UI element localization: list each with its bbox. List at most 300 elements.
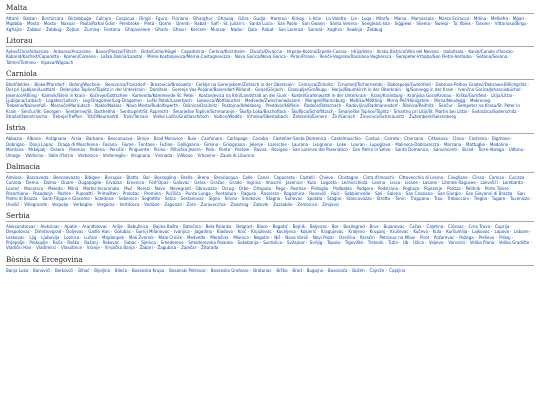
place-link[interactable]: Literale Ragusee <box>441 180 476 186</box>
place-link[interactable]: Lajkovac <box>472 229 490 235</box>
place-link[interactable]: Čajetina <box>426 223 444 229</box>
place-link[interactable]: San Ġwann <box>302 21 326 27</box>
place-link[interactable]: Brevilacqua <box>214 174 238 180</box>
place-link[interactable]: Qala <box>247 26 258 32</box>
place-link[interactable]: Log-Dragomer/Log-Dragomer <box>82 98 143 104</box>
place-link[interactable]: Metlika/Möttling <box>349 98 383 104</box>
place-link[interactable]: Perušić <box>109 147 124 153</box>
place-link[interactable]: Capocesto <box>273 174 295 180</box>
place-link[interactable]: Knjaževac <box>251 229 272 235</box>
place-link[interactable]: Chistagne <box>338 174 359 180</box>
place-link[interactable]: Cospicua <box>116 16 135 21</box>
place-link[interactable]: Lupoglava <box>369 141 391 147</box>
place-link[interactable]: Calcara <box>95 16 112 21</box>
place-link[interactable]: Caroiba <box>252 136 268 142</box>
place-link[interactable]: Piran/Pirano <box>290 54 315 60</box>
place-link[interactable]: Zazzabile <box>273 201 293 207</box>
place-link[interactable]: Ruić <box>331 190 340 196</box>
place-link[interactable]: Šenčur <box>438 103 453 109</box>
place-link[interactable]: Barbana <box>86 136 104 142</box>
place-link[interactable]: Xagħra <box>327 26 342 32</box>
place-link[interactable]: Mellieħa <box>490 16 508 21</box>
place-link[interactable]: Castelli <box>299 174 315 180</box>
place-link[interactable]: Sjenica <box>141 239 156 245</box>
place-link[interactable]: Sodražica/Soderschitz <box>471 108 517 114</box>
place-link[interactable]: Posorhiane <box>6 190 29 196</box>
place-link[interactable]: Calle <box>242 174 253 180</box>
place-link[interactable]: Gračac <box>210 180 225 186</box>
place-link[interactable]: San Giovanni di Brazza <box>465 190 513 196</box>
place-link[interactable]: Jelenje <box>249 141 264 147</box>
place-link[interactable]: Gornji Milanovac <box>135 229 170 235</box>
place-link[interactable]: Obrovazzo <box>195 185 217 191</box>
place-link[interactable]: Żebbuġ <box>366 26 383 32</box>
place-link[interactable]: Macarsca <box>24 185 44 191</box>
place-link[interactable]: Merošina <box>210 234 229 240</box>
place-link[interactable]: San Pietro di Brazza <box>6 190 525 202</box>
place-link[interactable]: Cittanova <box>428 136 448 142</box>
place-link[interactable]: Dimitrovgrad <box>34 229 62 235</box>
place-link[interactable]: Pojezerje <box>423 185 443 191</box>
place-link[interactable]: Fontana <box>103 26 121 32</box>
place-link[interactable]: Brus <box>369 223 379 229</box>
place-link[interactable]: Banja Luka <box>6 267 29 273</box>
place-link[interactable]: Osilnica/Ossilnitz <box>182 103 218 109</box>
place-link[interactable]: Sliema <box>416 21 431 27</box>
place-link[interactable]: Ćuprija <box>494 223 510 229</box>
place-link[interactable]: Rača <box>52 239 63 245</box>
place-link[interactable]: Santa Lucia <box>249 21 273 27</box>
place-link[interactable]: Brčko <box>276 267 288 273</box>
place-link[interactable]: Bijeljina <box>94 267 111 273</box>
place-link[interactable]: Pučišća <box>165 190 181 196</box>
place-link[interactable]: Marsa <box>394 16 407 21</box>
place-link[interactable]: Kranj/Krainburg <box>370 92 403 98</box>
place-link[interactable]: Domžale <box>149 87 168 93</box>
place-link[interactable]: Pedena <box>89 147 105 153</box>
place-link[interactable]: Kuršumlija <box>446 229 468 235</box>
place-link[interactable]: Marsascala <box>411 16 434 21</box>
place-link[interactable]: Velika Plana <box>469 239 495 245</box>
place-link[interactable]: Despotovac <box>6 229 30 235</box>
place-link[interactable]: Vladimirci <box>36 245 57 251</box>
place-link[interactable]: Dugopoglie <box>78 180 102 186</box>
place-link[interactable]: Qormi <box>159 21 172 27</box>
place-link[interactable]: Siġġiewi <box>394 21 412 27</box>
place-link[interactable]: Litija/Littai <box>490 92 513 98</box>
place-link[interactable]: Lagosta <box>320 180 337 186</box>
place-link[interactable]: Bajina Bašta <box>153 223 179 229</box>
place-link[interactable]: San Lorenzo <box>278 26 304 32</box>
place-link[interactable]: Dobrigno <box>6 141 25 147</box>
place-link[interactable]: Lanischie <box>267 141 287 147</box>
place-link[interactable]: Cerknica/Zirknitz <box>298 82 333 88</box>
place-link[interactable]: Muć <box>124 185 133 191</box>
place-link[interactable]: Raška <box>67 239 80 245</box>
place-link[interactable]: Lučani <box>84 234 98 240</box>
place-link[interactable]: Senglea/L-Isla <box>361 21 390 27</box>
place-link[interactable]: Tržič/Neumarktl <box>86 114 119 120</box>
place-link[interactable]: Vodice/Woditz <box>213 114 242 120</box>
place-link[interactable]: Brella <box>180 174 193 180</box>
place-link[interactable]: Dobrepolje/Gutenfeld <box>387 82 431 88</box>
place-link[interactable]: Bosansko Grahovo <box>210 267 249 273</box>
place-link[interactable]: Gorje/Görjach <box>255 87 283 93</box>
place-link[interactable]: Malo Crniće <box>158 234 183 240</box>
place-link[interactable]: San Pietro in Selve <box>352 147 391 153</box>
place-link[interactable]: Črnomelj/Tschernembl <box>337 82 383 88</box>
place-link[interactable]: Vrhnika/Oberlaibach <box>246 114 288 120</box>
place-link[interactable]: Udbina <box>508 147 524 153</box>
place-link[interactable]: Trzin/Tersain <box>123 114 149 120</box>
place-link[interactable]: Puntadura <box>215 190 237 196</box>
place-link[interactable]: Mosta <box>26 21 40 27</box>
place-link[interactable]: Plitvička Jezera <box>170 147 201 153</box>
place-link[interactable]: Rabat <box>261 26 274 32</box>
place-link[interactable]: Gżira <box>238 16 249 21</box>
place-link[interactable]: Civigliane <box>447 174 468 180</box>
place-link[interactable]: Selca <box>164 196 176 202</box>
place-link[interactable]: Digmano <box>491 136 510 142</box>
place-link[interactable]: Loški Potok/Laserbach <box>146 98 192 104</box>
place-link[interactable]: Xewkija <box>346 26 363 32</box>
place-link[interactable]: Surdulica <box>263 239 283 245</box>
place-link[interactable]: Ljig <box>29 234 37 240</box>
place-link[interactable]: Lovran <box>351 141 365 147</box>
place-link[interactable]: Dolenjske Toplice/Töplitz in der Unterkrain <box>59 87 145 93</box>
place-link[interactable]: Kočevje/Gottschee <box>89 92 128 98</box>
place-link[interactable]: Signo <box>208 196 220 202</box>
place-link[interactable]: Priboj <box>499 234 511 240</box>
place-link[interactable]: Cucizza <box>508 174 525 180</box>
place-link[interactable]: Busovača <box>327 267 348 273</box>
place-link[interactable]: Dobrova-Polhov Gradec/Dobrawa-Billichgrätz <box>435 82 527 88</box>
place-link[interactable]: Milnà <box>67 185 79 191</box>
place-link[interactable]: Ingrina <box>246 180 261 186</box>
place-link[interactable]: Primošten <box>97 190 118 196</box>
place-link[interactable]: Dizmo <box>43 180 57 186</box>
place-link[interactable]: Trstenik <box>367 239 384 245</box>
place-link[interactable]: Sentjernej/St. Barthelmä <box>65 108 116 114</box>
place-link[interactable]: Naklo/Naklas <box>95 103 122 109</box>
place-link[interactable]: Clissa <box>472 174 485 180</box>
place-link[interactable]: Mrkopalj <box>28 147 46 153</box>
place-link[interactable]: Pisino <box>153 147 166 153</box>
place-link[interactable]: Sannat <box>308 26 323 32</box>
place-link[interactable]: Lechicichiola <box>341 180 368 186</box>
place-link[interactable]: Bileća <box>114 267 128 273</box>
place-link[interactable]: Munxar <box>210 26 226 32</box>
place-link[interactable]: Għargħur <box>193 16 213 21</box>
place-link[interactable]: Żebbuġ <box>46 26 62 32</box>
place-link[interactable]: Horjul/Baumkirch in der Oberkrain <box>331 87 401 93</box>
place-link[interactable]: Blatta <box>126 174 139 180</box>
place-link[interactable]: Lasane <box>422 180 438 186</box>
place-link[interactable]: Sestanovac <box>180 196 204 202</box>
place-link[interactable]: Boljevac <box>309 223 327 229</box>
place-link[interactable]: Pietà <box>144 21 155 27</box>
place-link[interactable]: Żabbar <box>26 26 42 32</box>
place-link[interactable]: Trebocconi <box>447 196 469 202</box>
place-link[interactable]: Mionica <box>233 234 249 240</box>
place-link[interactable]: Demis <box>26 180 39 186</box>
place-link[interactable]: Železniki/Eisnern <box>292 114 328 120</box>
place-link[interactable]: Castellier-Santa Domenica <box>272 136 327 142</box>
place-link[interactable]: Santa Domenica <box>395 147 429 153</box>
place-link[interactable]: Santi Filippo e Giacomo <box>42 196 90 202</box>
place-link[interactable]: Castelmuschio <box>331 136 361 142</box>
place-link[interactable]: Mdina <box>473 16 487 21</box>
place-link[interactable]: Grosuplje/Großlupp <box>287 87 327 93</box>
place-link[interactable]: Abbazia <box>6 136 23 142</box>
place-link[interactable]: Verteneglio <box>102 152 126 158</box>
place-link[interactable]: Bohinj/Wochein <box>69 82 101 88</box>
place-link[interactable]: Chersano <box>404 136 424 142</box>
place-link[interactable]: Valdivino <box>25 152 44 158</box>
place-link[interactable]: Cerreto <box>384 136 400 142</box>
place-link[interactable]: Naxxar <box>60 21 76 27</box>
place-link[interactable]: Požarevac <box>433 234 455 240</box>
place-link[interactable]: Mengeš/Mannsburg <box>305 98 345 104</box>
place-link[interactable]: San Giorgio <box>437 190 461 196</box>
place-link[interactable]: Postojna/Adelsberg <box>221 103 261 109</box>
place-link[interactable]: Porto Tolero <box>484 185 509 191</box>
place-link[interactable]: Varvarin <box>448 239 466 245</box>
place-link[interactable]: Tutin <box>388 239 399 245</box>
place-link[interactable]: Ocrug <box>221 185 234 191</box>
place-link[interactable]: Valjevo <box>428 239 444 245</box>
place-link[interactable]: Portole <box>235 147 250 153</box>
place-link[interactable]: Antignana <box>45 136 67 142</box>
place-link[interactable]: Buie <box>187 136 197 142</box>
place-link[interactable]: Podstrana <box>377 185 399 191</box>
place-link[interactable]: Radovljica/Radmannsdorf <box>346 103 398 109</box>
place-link[interactable]: Kučevo <box>413 229 428 235</box>
place-link[interactable]: Comisa <box>488 174 504 180</box>
place-link[interactable]: Petrovac na Mlavi <box>379 234 416 240</box>
place-link[interactable]: Slivno <box>224 196 238 202</box>
place-link[interactable]: Trappano <box>410 196 430 202</box>
place-link[interactable]: Šmartno pri Litiji/St. Martin bei Littai <box>393 108 468 114</box>
place-link[interactable]: Jesenice/Aßling <box>6 92 37 98</box>
place-link[interactable]: Rasserzo <box>260 190 280 196</box>
place-link[interactable]: Stagno <box>327 196 342 202</box>
place-link[interactable]: Miren-Kostanjevica/Merna-Castagnevizza <box>147 54 231 60</box>
place-link[interactable]: Biscupia <box>104 174 122 180</box>
place-link[interactable]: Verpolje <box>51 201 69 207</box>
place-link[interactable]: Lapovo <box>494 229 510 235</box>
place-link[interactable]: Verbenico <box>77 152 98 158</box>
place-link[interactable]: Villkovo <box>176 152 193 158</box>
place-link[interactable]: Paola/Raħal Ġdid <box>80 21 115 27</box>
place-link[interactable]: Seghetto <box>141 196 161 202</box>
place-link[interactable]: Laurana <box>291 141 309 147</box>
place-link[interactable]: Skrad <box>461 147 474 153</box>
place-link[interactable]: Požega <box>459 234 474 240</box>
place-link[interactable]: Lesina <box>372 180 386 186</box>
place-link[interactable]: Cerkno/Kirchheim <box>208 49 245 55</box>
place-link[interactable]: Bor <box>331 223 339 229</box>
place-link[interactable]: Škofja Loka/Bischoflack <box>239 108 287 114</box>
place-link[interactable]: Sanvincenti <box>433 147 458 153</box>
place-link[interactable]: Komen/Comeno <box>63 54 96 60</box>
place-link[interactable]: Arsia <box>71 136 82 142</box>
place-link[interactable]: Sali <box>375 190 383 196</box>
place-link[interactable]: Swieqi <box>434 21 449 27</box>
place-link[interactable]: Bloke/Pfarrdorf <box>34 82 65 88</box>
place-link[interactable]: Smederevo <box>160 239 184 245</box>
place-link[interactable]: Izola/Isola <box>443 49 464 55</box>
place-link[interactable]: Vranje <box>86 245 100 251</box>
place-link[interactable]: Salona <box>387 190 401 196</box>
place-link[interactable]: Aranđelovac <box>82 223 108 229</box>
place-link[interactable]: Gorenja Vas-Poljane/Baiersdorf-Pölland <box>172 87 251 93</box>
place-link[interactable]: Donji Lapac <box>29 141 54 147</box>
place-link[interactable]: Stancovazzo <box>346 196 372 202</box>
place-link[interactable]: Torre-Abrega <box>478 147 504 153</box>
place-link[interactable]: Veliko Gradište <box>498 239 530 245</box>
place-link[interactable]: Vladičin Han <box>6 245 32 251</box>
place-link[interactable]: Kirkop <box>291 16 305 21</box>
place-link[interactable]: Crna Trava <box>468 223 491 229</box>
place-link[interactable]: Għarb <box>155 26 168 32</box>
place-link[interactable]: Mokronog-Trebelno/Nassenfuß <box>6 98 492 109</box>
place-link[interactable]: Bol <box>143 174 150 180</box>
place-link[interactable]: Jasenice <box>285 180 303 186</box>
place-link[interactable]: Brezovica/Bresowitz <box>150 82 192 88</box>
place-link[interactable]: Polizza <box>447 185 461 191</box>
place-link[interactable]: Grado <box>229 180 242 186</box>
place-link[interactable]: Proložac <box>122 190 140 196</box>
place-link[interactable]: Batočina <box>183 223 201 229</box>
place-link[interactable]: Imoschi <box>265 180 282 186</box>
place-link[interactable]: Marsa Scirocco <box>438 16 470 21</box>
place-link[interactable]: Loznica <box>64 234 80 240</box>
place-link[interactable]: Renče-Vogrsko/Ranziano-Voghersca <box>319 54 392 60</box>
place-link[interactable]: Čačak <box>409 223 422 229</box>
place-link[interactable]: Canal <box>257 174 269 180</box>
place-link[interactable]: Tucenizzo <box>510 196 530 202</box>
place-link[interactable]: Ħamrun <box>270 16 287 21</box>
place-link[interactable]: Čapljina <box>389 267 406 273</box>
place-link[interactable]: Nova Gorica/Nova Gorica <box>234 54 286 60</box>
place-link[interactable]: Pirot <box>420 234 430 240</box>
place-link[interactable]: Aleksandrovac <box>6 223 36 229</box>
place-link[interactable]: Vipava/Wippach <box>40 59 74 65</box>
place-link[interactable]: Dol pri Ljubljani/Lusttahl <box>6 87 56 93</box>
place-link[interactable]: San Lorenzo del Pasenatico <box>292 147 348 153</box>
place-link[interactable]: Brda/Collio/Hügel <box>141 49 177 55</box>
place-link[interactable]: Preševo <box>478 234 495 240</box>
place-link[interactable]: Belgrad <box>236 223 252 229</box>
place-link[interactable]: Cista d'Imoschi <box>363 174 394 180</box>
place-link[interactable]: Nova Varoš <box>285 234 309 240</box>
place-link[interactable]: Lissa <box>389 180 401 186</box>
place-link[interactable]: Kraljevo <box>348 229 365 235</box>
place-link[interactable]: Novo Mesto/Rudolfswerth <box>126 103 179 109</box>
place-link[interactable]: Ossero <box>50 147 65 153</box>
place-link[interactable]: Zagvozd <box>164 201 182 207</box>
place-link[interactable]: Morter-Incoronate <box>83 185 120 191</box>
place-link[interactable]: Lebane <box>513 229 529 235</box>
place-link[interactable]: Lombarda <box>502 180 523 186</box>
place-link[interactable]: Għajnsielem <box>124 26 151 32</box>
place-link[interactable]: Pola <box>205 147 215 153</box>
place-link[interactable]: Žiri/Sairach <box>332 114 356 120</box>
place-link[interactable]: Koceljeva <box>276 229 296 235</box>
place-link[interactable]: Rabat <box>194 21 207 27</box>
place-link[interactable]: Costrena <box>468 136 487 142</box>
place-link[interactable]: Velike Lašče/Großlaschitsch <box>152 114 209 120</box>
place-link[interactable]: Castua <box>365 136 380 142</box>
place-link[interactable]: Topola <box>327 239 341 245</box>
place-link[interactable]: Ribnica/Reifnitz <box>402 103 434 109</box>
place-link[interactable]: Leskovac <box>6 234 25 240</box>
place-link[interactable]: Zaule di Liburnia <box>220 152 255 158</box>
place-link[interactable]: Żurrieq <box>84 26 100 32</box>
place-link[interactable]: Fort'Opus <box>148 180 169 186</box>
place-link[interactable]: Prokuplje <box>29 239 48 245</box>
place-link[interactable]: Žužemberk/Seisenberg <box>408 114 456 120</box>
place-link[interactable]: Bovec/Plezzo/Flitsch <box>95 49 137 55</box>
place-link[interactable]: Meleda <box>48 185 63 191</box>
place-link[interactable]: Promina <box>144 190 161 196</box>
place-link[interactable]: Negotin <box>253 234 270 240</box>
place-link[interactable]: Pasman <box>290 185 307 191</box>
place-link[interactable]: Qrendi <box>176 21 190 27</box>
place-link[interactable]: Ljubovija <box>41 234 60 240</box>
place-link[interactable]: Runovići <box>309 190 327 196</box>
place-link[interactable]: Capodistria <box>181 49 205 55</box>
place-link[interactable]: Sentrupert/St. Ruprecht <box>120 108 169 114</box>
place-link[interactable]: Dingli <box>139 16 151 21</box>
place-link[interactable]: Osečina <box>338 234 356 240</box>
place-link[interactable]: Nadur <box>230 26 243 32</box>
place-link[interactable]: Vrhovine <box>197 152 216 158</box>
place-link[interactable]: Cerklje na Gorenjskem/Zirklach in der Oberkrain <box>195 82 294 88</box>
place-link[interactable]: Medveđa <box>186 234 206 240</box>
place-link[interactable]: Galliganna <box>177 141 200 147</box>
place-link[interactable]: Bojnik <box>292 223 306 229</box>
place-link[interactable]: Banovići <box>33 267 51 273</box>
place-link[interactable]: Preddvor/Höflein <box>265 103 300 109</box>
place-link[interactable]: Majdanpek <box>102 234 125 240</box>
place-link[interactable]: Stagno <box>266 196 281 202</box>
place-link[interactable]: Novi Pazar <box>312 234 335 240</box>
place-link[interactable]: Villegrande <box>24 201 48 207</box>
place-link[interactable]: Carlopago <box>226 136 248 142</box>
place-link[interactable]: Lisane <box>404 180 418 186</box>
place-link[interactable]: Zara <box>186 201 196 207</box>
place-link[interactable]: Borovnica/Franzdorf <box>105 82 146 88</box>
place-link[interactable]: Ravna <box>253 147 267 153</box>
place-link[interactable]: Mġarr <box>512 16 525 21</box>
place-link[interactable]: Straža/Oberstrascha <box>6 114 48 120</box>
place-link[interactable]: Zaostrog <box>230 201 249 207</box>
place-link[interactable]: Tolmin/Tolmino <box>6 59 36 65</box>
place-link[interactable]: Spalato <box>307 196 323 202</box>
place-link[interactable]: Duare <box>61 180 74 186</box>
place-link[interactable]: Birżebbuġa <box>68 16 92 21</box>
place-link[interactable]: Draga di Moschiena <box>57 141 98 147</box>
place-link[interactable]: Luqa <box>361 16 372 21</box>
place-link[interactable]: Žirovnica/Scheraunitz <box>360 114 405 120</box>
place-link[interactable]: Lokvičići <box>480 180 498 186</box>
place-link[interactable]: Albona <box>26 136 41 142</box>
place-link[interactable]: Bugojno <box>306 267 324 273</box>
place-link[interactable]: Bibigne <box>84 174 100 180</box>
place-link[interactable]: Trebnje/Treffen <box>52 114 83 120</box>
